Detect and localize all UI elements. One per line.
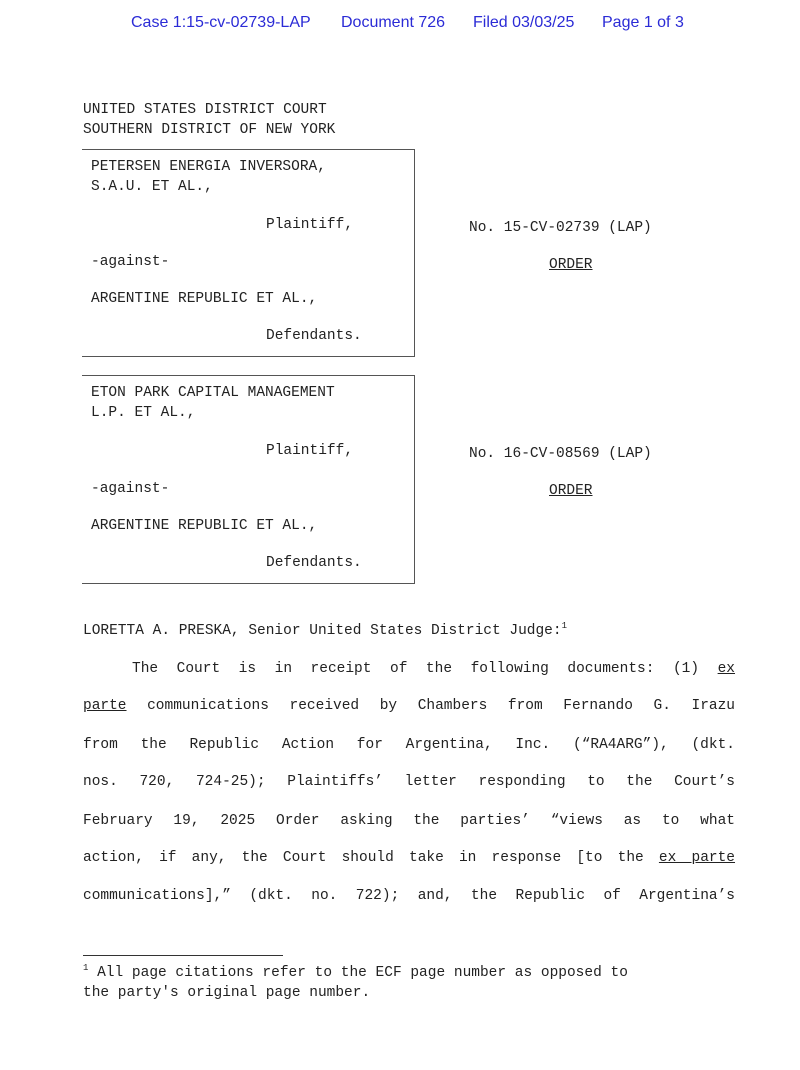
- ecf-document-number: Document 726: [341, 14, 446, 31]
- caption2-plaintiff-role: Plaintiff,: [266, 443, 354, 459]
- ecf-case-number: Case 1:15-cv-02739-LAP: [131, 14, 311, 31]
- court-name-line1: UNITED STATES DISTRICT COURT: [83, 102, 327, 118]
- caption1-case-number: No. 15-CV-02739 (LAP): [469, 220, 652, 236]
- ex-parte-italic: ex parte: [658, 850, 736, 866]
- ex-parte-italic: parte: [83, 698, 127, 714]
- body-line-3: from the Republic Action for Argentina, Inc. (“RA4ARG”), (dkt.: [83, 737, 735, 753]
- footnote-line-2: the party's original page number.: [83, 985, 371, 1001]
- footnote-reference: 1: [561, 621, 567, 631]
- judge-name: LORETTA A. PRESKA, Senior United States District Judge:: [83, 623, 562, 639]
- body-text: communications received by Chambers from Fernando G. Irazu: [147, 698, 735, 714]
- footnote-line-1: [83, 965, 628, 981]
- caption2-order-title: ORDER: [549, 483, 593, 499]
- caption2-defendant-role: Defendants.: [266, 555, 362, 571]
- judge-line: [83, 623, 567, 639]
- ecf-filed-date: Filed 03/03/25: [473, 14, 575, 31]
- body-line-2: [83, 698, 735, 714]
- body-line-4: nos. 720, 724-25); Plaintiffs’ letter responding to the Court’s: [83, 774, 735, 790]
- body-line-6: [83, 850, 735, 866]
- footnote-text: All page citations refer to the ECF page number as opposed to: [97, 965, 628, 981]
- caption1-against: -against-: [91, 254, 170, 270]
- caption1-order-title: ORDER: [549, 257, 593, 273]
- caption1-defendant-role: Defendants.: [266, 328, 362, 344]
- footnote-divider: [83, 955, 283, 956]
- caption1-defendant: ARGENTINE REPUBLIC ET AL.,: [91, 291, 318, 307]
- caption2-case-number: No. 16-CV-08569 (LAP): [469, 446, 652, 462]
- caption2-defendant: ARGENTINE REPUBLIC ET AL.,: [91, 518, 318, 534]
- body-text: The Court is in receipt of the following documents: (1): [132, 661, 700, 677]
- body-line-7: communications],” (dkt. no. 722); and, the Republic of Argentina’s: [83, 888, 735, 904]
- body-line-5: February 19, 2025 Order asking the parties’ “views as to what: [83, 813, 735, 829]
- caption1-plaintiff-line1: PETERSEN ENERGIA INVERSORA,: [91, 159, 326, 175]
- caption1-plaintiff-line2: S.A.U. ET AL.,: [91, 179, 213, 195]
- body-line-1: [132, 661, 735, 677]
- ex-parte-italic: ex: [717, 661, 736, 677]
- ecf-page-number: Page 1 of 3: [602, 14, 684, 31]
- court-name-line2: SOUTHERN DISTRICT OF NEW YORK: [83, 122, 336, 138]
- body-text: action, if any, the Court should take in response [to the: [83, 850, 644, 866]
- caption2-against: -against-: [91, 481, 170, 497]
- caption1-plaintiff-role: Plaintiff,: [266, 217, 354, 233]
- footnote-mark: 1: [83, 963, 89, 973]
- caption2-plaintiff-line2: L.P. ET AL.,: [91, 405, 196, 421]
- caption2-plaintiff-line1: ETON PARK CAPITAL MANAGEMENT: [91, 385, 335, 401]
